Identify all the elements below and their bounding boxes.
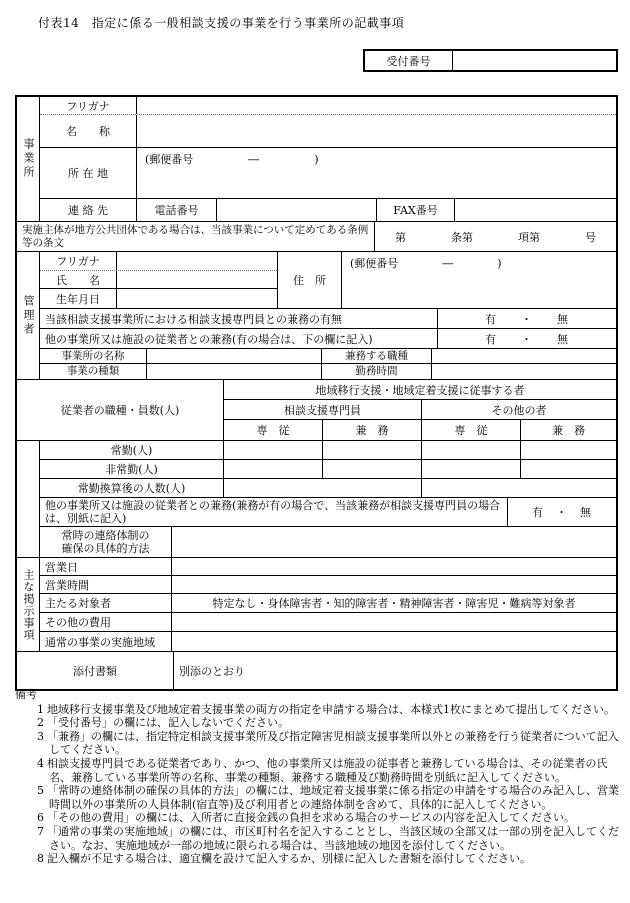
staff-fulltime-cell-2[interactable] — [323, 441, 422, 459]
note-text-2: 「受付番号」の欄には、記入しないでください。 — [47, 716, 289, 730]
business-hours-field[interactable] — [172, 576, 616, 593]
staff-converted-row — [40, 479, 616, 498]
office-contact-label: 連 絡 先 — [40, 199, 137, 221]
contact-method-label-line1: 常時の連絡体制の — [61, 529, 150, 542]
note-item-3 — [37, 730, 621, 757]
office-address-field[interactable] — [137, 148, 616, 198]
note-item-1 — [37, 703, 621, 717]
note-num-4: 4 — [37, 756, 44, 770]
section-staff-header — [17, 380, 616, 441]
office-address-label: 所 在 地 — [40, 148, 137, 198]
manager-name-field[interactable] — [117, 271, 277, 289]
manager-address-field[interactable] — [342, 252, 616, 308]
staff-col1-header: 相談支援専門員 — [224, 400, 422, 419]
staff-parttime-row — [40, 460, 616, 479]
note-item-4 — [37, 757, 621, 784]
business-days-field[interactable] — [172, 558, 616, 575]
note-item-5 — [37, 784, 621, 811]
contact-method-row — [40, 527, 616, 557]
contact-method-label — [40, 527, 172, 557]
business-days-label: 営業日 — [40, 558, 172, 575]
note-text-8: 記入欄が不足する場合は、適宜欄を設けて記入するか、別様に記入した書類を添付してください。 — [47, 852, 531, 866]
other-fees-row — [40, 613, 616, 632]
staff-other-concurrent-choice[interactable]: 有 ・ 無 — [532, 506, 592, 519]
attachment-label: 添付書類 — [17, 652, 174, 689]
manager-birthdate-row — [40, 289, 277, 308]
staff-subcol-4: 兼 務 — [552, 424, 585, 437]
manager-office-name-field[interactable] — [147, 349, 322, 363]
office-name-row — [40, 115, 616, 148]
office-postal-line: (郵便番号 ― ) — [145, 153, 319, 166]
manager-identity-block — [40, 252, 616, 309]
note-text-3: 「兼務」の欄には、指定特定相談支援事業所及び指定障害児相談支援事業所以外との兼務を行う従業者について記入してください。 — [47, 729, 619, 757]
ordinance-part-dai: 第 — [395, 230, 406, 244]
reception-number-value[interactable] — [453, 51, 616, 70]
note-item-6 — [37, 811, 621, 825]
manager-furigana-field[interactable] — [117, 252, 277, 270]
staff-group-header: 地域移行支援・地域定着支援に従事する者 — [315, 383, 525, 397]
office-furigana-field[interactable] — [137, 97, 616, 114]
staff-parttime-label: 非常勤(人) — [40, 460, 224, 478]
manager-concurrent1-row — [40, 309, 616, 329]
manager-business-type-field[interactable] — [147, 364, 322, 379]
staff-col-header-row — [224, 400, 616, 420]
other-fees-field[interactable] — [172, 613, 616, 631]
note-num-5: 5 — [37, 784, 44, 798]
manager-office-name-label: 事業所の名称 — [40, 349, 147, 363]
ordinance-field[interactable] — [375, 222, 616, 251]
note-text-5: 「常時の連絡体制の確保の具体的方法」の欄には、地域定着支援事業に係る指定の申請をする場合のみ記入し、営業時間以外の事業所の人員体制(宿直等)及び利用者との連絡体制を含めて、具体的に記入してください。 — [47, 784, 619, 811]
note-item-8 — [37, 852, 621, 866]
staff-other-concurrent-label: 他の事業所又は施設の従業者との兼務(兼務が有の場合で、当該兼務が相談支援専門員の場合は、別紙に記入) — [40, 498, 508, 526]
manager-concurrent2-label: 他の事業所又は施設の従業者との兼務(有の場合は、下の欄に記入) — [40, 329, 438, 348]
staff-subcol-1: 専 従 — [224, 420, 323, 440]
business-days-row — [40, 558, 616, 576]
business-hours-row — [40, 576, 616, 594]
reception-number-box — [363, 49, 618, 72]
ordinance-label: 実施主体が地方公共団体である場合は、当該事業について定めてある条例等の条文 — [17, 222, 375, 251]
note-text-6: 「その他の費用」の欄には、入所者に直接金銭の負担を求める場合のサービスの内容を記入してください。 — [47, 811, 575, 825]
section-posting — [17, 558, 616, 652]
staff-parttime-cell-1[interactable] — [224, 460, 323, 478]
target-persons-choice[interactable]: 特定なし・身体障害者・知的障害者・精神障害者・障害児・難病等対象者 — [212, 597, 576, 610]
office-fax-label: FAX番号 — [377, 199, 455, 221]
section-attachment — [17, 652, 616, 689]
main-form-table — [15, 95, 618, 691]
attachment-value: 別添のとおり — [179, 664, 245, 678]
manager-section-label: 管理者 — [17, 252, 40, 379]
note-num-2: 2 — [37, 716, 44, 730]
ordinance-part-joudai: 条第 — [451, 230, 473, 244]
note-text-7: 「通常の事業の実施地域」の欄には、市区町村名を記入することとし、当該区域の全部又は一部の別を記入してください。なお、実施地域が一部の地域に限られる場合は、当該地域の地図を添付してください。 — [47, 824, 619, 852]
manager-furigana-label: フリガナ — [40, 252, 117, 270]
manager-job-type-field[interactable] — [432, 349, 616, 363]
staff-subcol-header-row — [224, 420, 616, 440]
office-name-label: 名 称 — [40, 115, 137, 147]
reception-number-label: 受付番号 — [365, 51, 453, 70]
page-title: 付表14 指定に係る一般相談支援の事業を行う事業所の記載事項 — [38, 16, 405, 30]
staff-fulltime-label: 常勤(人) — [40, 441, 224, 459]
staff-fulltime-cell-3[interactable] — [422, 441, 521, 459]
staff-parttime-cell-2[interactable] — [323, 460, 422, 478]
manager-birthdate-field[interactable] — [117, 289, 277, 308]
ordinance-part-gou: 号 — [585, 230, 596, 244]
manager-furigana-row — [40, 252, 277, 271]
note-num-1: 1 — [37, 702, 44, 716]
service-area-row — [40, 632, 616, 651]
section-ordinance — [17, 222, 616, 252]
manager-postal-line: (郵便番号 ― ) — [350, 257, 502, 270]
note-num-7: 7 — [37, 824, 44, 838]
staff-parttime-cell-3[interactable] — [422, 460, 521, 478]
office-address-row — [40, 148, 616, 199]
section-office — [17, 97, 616, 222]
office-furigana-row — [40, 97, 616, 115]
notes-header: 備考 — [15, 688, 37, 701]
note-num-8: 8 — [37, 852, 44, 866]
manager-address-label: 住 所 — [277, 252, 342, 308]
manager-business-type-label: 事業の種類 — [40, 364, 147, 379]
target-persons-label: 主たる対象者 — [40, 594, 172, 612]
staff-converted-cell-2[interactable] — [422, 479, 616, 497]
manager-work-hours-label: 勤務時間 — [322, 364, 432, 379]
note-item-2 — [37, 716, 621, 730]
service-area-field[interactable] — [172, 632, 616, 651]
staff-converted-label: 常勤換算後の人数(人) — [40, 479, 224, 497]
staff-fulltime-cell-1[interactable] — [224, 441, 323, 459]
business-hours-label: 営業時間 — [40, 576, 172, 593]
staff-subcol-3: 専 従 — [422, 420, 521, 440]
posting-section-label: 主な掲示事項 — [17, 558, 40, 651]
office-tel-field[interactable] — [217, 199, 377, 221]
staff-other-concurrent-row — [40, 498, 616, 527]
other-fees-label: その他の費用 — [40, 613, 172, 631]
note-num-3: 3 — [37, 729, 44, 743]
manager-concurrent2-row — [40, 329, 616, 349]
staff-fulltime-cell-4[interactable] — [521, 441, 616, 459]
note-text-1: 地域移行支援事業及び地域定着支援事業の両方の指定を申請する場合は、本様式1枚にまとめて提出してください。 — [47, 702, 615, 716]
manager-concurrent1-label: 当該相談支援事業所における相談支援専門員との兼務の有無 — [40, 309, 438, 328]
note-num-6: 6 — [37, 811, 44, 825]
office-name-field[interactable] — [137, 115, 616, 147]
section-manager — [17, 252, 616, 380]
manager-concurrent2-choice[interactable]: 有 ・ 無 — [485, 332, 569, 346]
staff-left-strip — [17, 441, 40, 557]
staff-parttime-cell-4[interactable] — [521, 460, 616, 478]
notes-section — [15, 688, 621, 866]
office-section-label: 事業所 — [17, 97, 40, 221]
staff-col2-header: その他の者 — [491, 403, 547, 417]
office-tel-label: 電話番号 — [137, 199, 217, 221]
office-contact-row — [40, 199, 616, 221]
ordinance-part-koudai: 項第 — [518, 230, 540, 244]
target-persons-row — [40, 594, 616, 613]
staff-fulltime-row — [40, 441, 616, 460]
section-staff-data — [17, 441, 616, 558]
manager-office-name-row — [40, 349, 616, 364]
staff-subcol-2: 兼 務 — [323, 420, 422, 440]
note-item-7 — [37, 825, 621, 852]
contact-method-label-line2: 確保の具体的方法 — [61, 542, 150, 555]
manager-name-row — [40, 271, 277, 290]
manager-job-type-label: 兼務する職種 — [322, 349, 432, 363]
office-fax-field[interactable] — [455, 199, 616, 221]
manager-name-label: 氏 名 — [40, 271, 117, 289]
manager-work-hours-field[interactable] — [432, 364, 616, 379]
service-area-label: 通常の事業の実施地域 — [40, 632, 172, 651]
manager-birthdate-label: 生年月日 — [40, 289, 117, 308]
staff-converted-cell-1[interactable] — [224, 479, 422, 497]
office-furigana-label: フリガナ — [40, 97, 137, 114]
staff-group-header-row — [224, 380, 616, 400]
manager-concurrent1-choice[interactable]: 有 ・ 無 — [485, 312, 569, 326]
note-text-4: 相談支援専門員である従業者であり、かつ、他の事業所又は施設の従事者と兼務している場合は、その従業者の氏名、兼務している事業所等の名称、事業の種類、兼務する職種及び勤務時間を別紙に記入してください。 — [47, 756, 608, 784]
contact-method-field[interactable] — [172, 527, 616, 557]
manager-business-type-row — [40, 364, 616, 379]
staff-table-header: 従業者の職種・員数(人) — [17, 380, 224, 440]
